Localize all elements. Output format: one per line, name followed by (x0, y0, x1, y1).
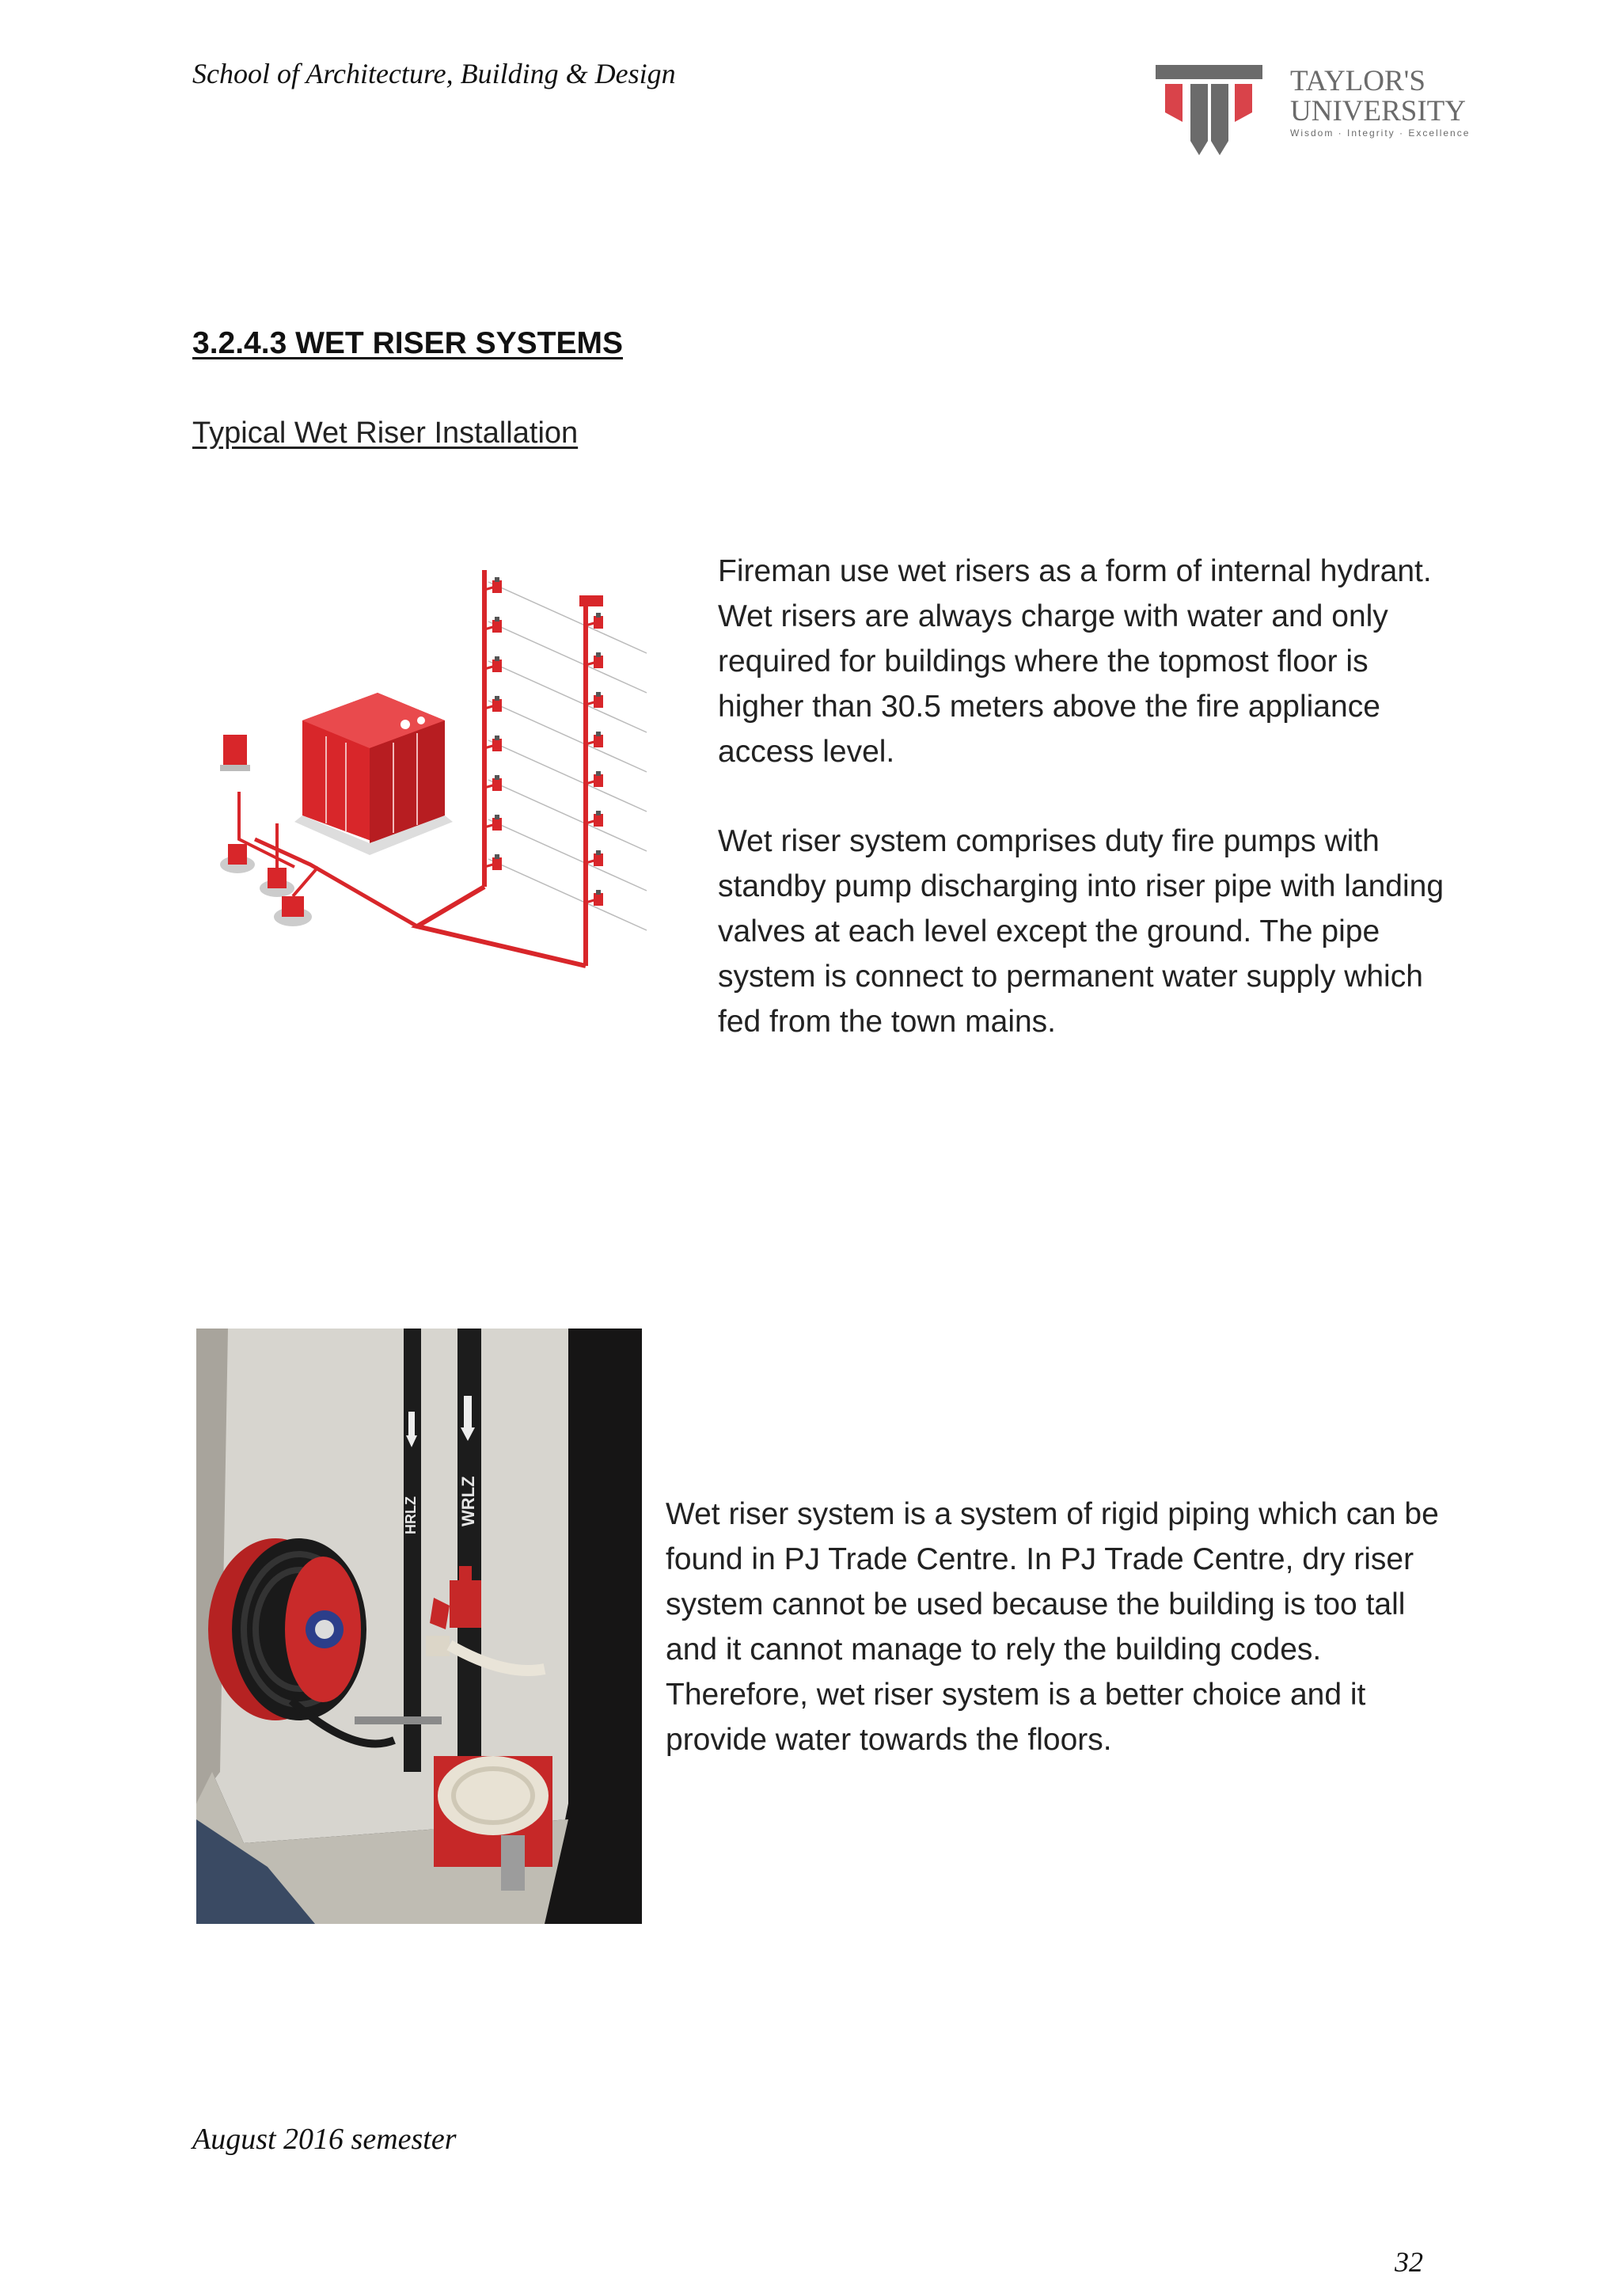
pipe-label-wrlz: WRLZ (458, 1476, 478, 1526)
logo-tagline: Wisdom · Integrity · Excellence (1290, 127, 1471, 139)
logo-name-line1: TAYLOR'S (1290, 65, 1425, 97)
wet-riser-photo (196, 1329, 642, 1924)
footer-semester: August 2016 semester (192, 2123, 457, 2156)
wet-riser-installation-diagram (207, 554, 651, 998)
section-subheading: Typical Wet Riser Installation (192, 416, 579, 450)
paragraph-wet-riser-intro: Fireman use wet risers as a form of internal hydrant. Wet risers are always charge with water and only required for buildings where the topmost floor is higher than 30.5 meters above the fire appliance access level. (718, 554, 1432, 769)
taylors-pillar-logo-icon (1156, 65, 1262, 155)
wet-riser-photo-illustration (196, 1329, 642, 1924)
school-name: School of Architecture, Building & Design (192, 58, 676, 89)
paragraph-wet-riser-components: Wet riser system comprises duty fire pumps with standby pump discharging into riser pipe with landing valves at each level except the ground. The pipe system is connect to permanent water supply which fed from the town mains. (718, 824, 1444, 1039)
paragraph-pj-trade-centre: Wet riser system is a system of rigid piping which can be found in PJ Trade Centre. In PJ Trade Centre, dry riser system cannot be used because the building is too tall and it cannot manage to rely the building codes. Therefore, wet riser system is a better choice and it provide water towards the floors. (666, 1497, 1439, 1757)
logo-name-line2: UNIVERSITY (1290, 95, 1466, 127)
page-number: 32 (1395, 2246, 1423, 2278)
section-heading: 3.2.4.3 WET RISER SYSTEMS (192, 326, 623, 360)
university-logo (1156, 62, 1528, 157)
pipe-label-hrlz: HRLZ (403, 1496, 419, 1534)
